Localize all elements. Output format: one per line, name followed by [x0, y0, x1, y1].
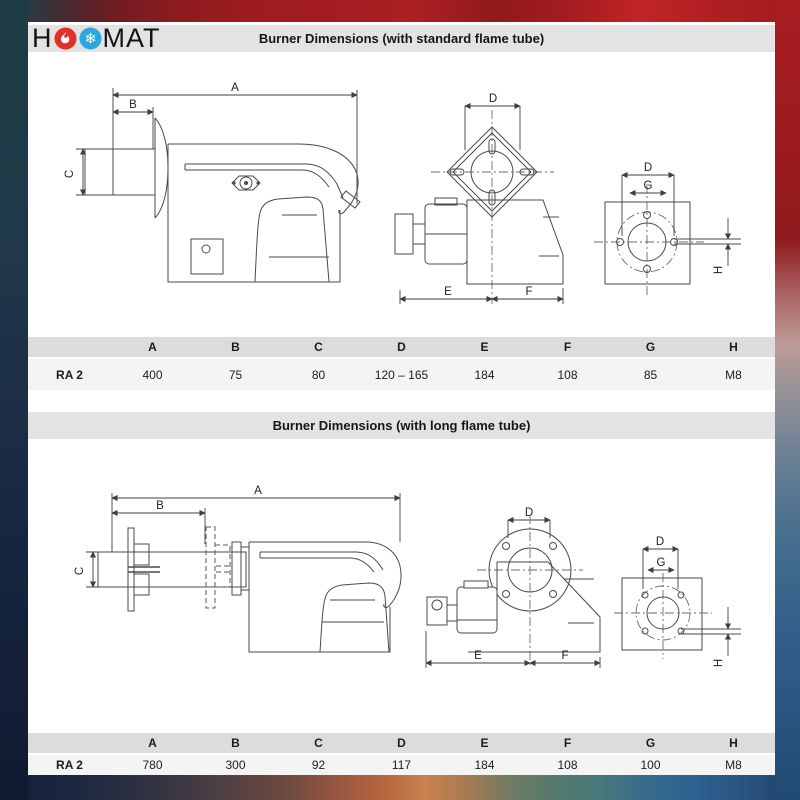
col-header: C: [314, 340, 323, 354]
col-header: B: [231, 340, 240, 354]
table-header-row: [28, 337, 775, 357]
brand-logo: [32, 25, 161, 52]
col-header: H: [729, 736, 738, 750]
col-header: D: [397, 736, 406, 750]
frame-top: [0, 0, 800, 23]
long-flame-tube-drawings: [28, 439, 775, 732]
frame-right: [775, 0, 800, 800]
dim-value: 92: [311, 758, 326, 772]
dim-label: D: [524, 507, 534, 519]
dim-label: D: [655, 536, 665, 548]
col-header: G: [645, 736, 656, 750]
model-column-header: [28, 337, 111, 357]
section-title-long: Burner Dimensions (with long flame tube): [272, 418, 531, 433]
dim-label: C: [74, 566, 86, 576]
section-title-standard: Burner Dimensions (with standard flame tube): [258, 31, 545, 46]
dim-label: F: [561, 650, 569, 662]
dim-value: M8: [725, 758, 742, 772]
dim-label: A: [254, 485, 262, 497]
dim-value: 100: [640, 758, 661, 772]
col-header: F: [563, 340, 572, 354]
snowflake-icon: [79, 27, 102, 50]
frame-left: [0, 0, 28, 800]
dim-value: 80: [311, 367, 326, 382]
dim-label: H: [713, 265, 725, 275]
dim-label: H: [713, 658, 725, 668]
dim-label: E: [474, 650, 482, 662]
dim-label: B: [129, 99, 137, 111]
dim-value: 780: [142, 758, 163, 772]
col-header: A: [148, 340, 157, 354]
col-header: G: [645, 340, 656, 354]
frame-bottom: [0, 775, 800, 800]
dim-label: C: [64, 169, 76, 179]
burner-rear-view-standard: [395, 93, 563, 304]
col-header: E: [480, 340, 489, 354]
dim-label: A: [231, 82, 239, 94]
dim-label: G: [643, 180, 653, 192]
col-header: E: [480, 736, 489, 750]
burner-side-view-standard: [64, 82, 360, 282]
dimensions-table-standard: [28, 337, 775, 390]
dim-label: F: [525, 286, 533, 298]
dim-label: D: [643, 162, 653, 174]
dim-value: 184: [474, 758, 495, 772]
burner-side-view-long: [74, 485, 401, 652]
dim-label: D: [488, 93, 498, 105]
dim-value: 184: [474, 367, 495, 382]
mounting-plate-long: [614, 536, 741, 667]
table-row: [28, 755, 775, 775]
dim-value: 400: [142, 367, 163, 382]
section-header-long: [28, 412, 775, 439]
standard-flame-tube-drawings: [28, 52, 775, 337]
dimensions-table-long: [28, 733, 775, 775]
dim-label: E: [444, 286, 452, 298]
col-header: B: [231, 736, 240, 750]
dim-label: B: [156, 500, 164, 512]
dim-value: 85: [643, 367, 658, 382]
section-header-standard: [28, 25, 775, 52]
col-header: A: [148, 736, 157, 750]
logo-text-mat: MAT: [102, 23, 161, 53]
table-row: [28, 359, 775, 390]
burner-rear-view-long: [426, 507, 600, 668]
dim-label: G: [656, 557, 666, 569]
dim-value: 117: [391, 758, 412, 772]
col-header: C: [314, 736, 323, 750]
dim-value: 108: [557, 758, 578, 772]
mounting-plate-standard: [594, 162, 741, 296]
dim-value: 120 – 165: [374, 367, 429, 382]
logo-text-h: H: [32, 23, 53, 53]
model-name: RA 2: [56, 758, 83, 772]
flame-icon: [54, 27, 77, 50]
dim-value: 300: [225, 758, 246, 772]
model-column-header: [28, 733, 111, 753]
svg-text:❄: ❄: [83, 31, 97, 48]
dim-value: 75: [228, 367, 243, 382]
datasheet: [28, 22, 775, 775]
col-header: F: [563, 736, 572, 750]
dim-value: 108: [557, 367, 578, 382]
col-header: D: [397, 340, 406, 354]
col-header: H: [729, 340, 738, 354]
table-header-row: [28, 733, 775, 753]
model-name: RA 2: [56, 367, 83, 382]
dim-value: M8: [725, 367, 742, 382]
